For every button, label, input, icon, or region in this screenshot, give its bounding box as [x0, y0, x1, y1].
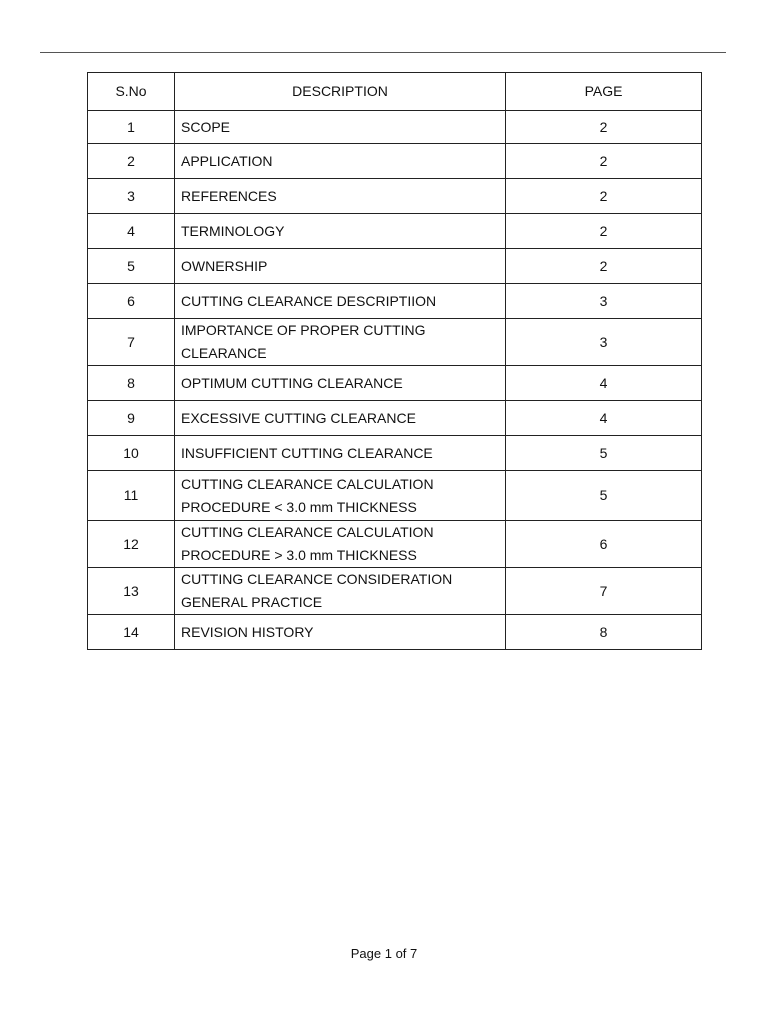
row-sno: 4 — [88, 214, 175, 249]
row-sno: 12 — [88, 521, 175, 568]
row-description: CUTTING CLEARANCE CONSIDERATION GENERAL PRACTICE — [175, 568, 506, 615]
row-page: 2 — [506, 111, 702, 144]
row-sno: 2 — [88, 144, 175, 179]
table-row — [88, 319, 702, 366]
header-page: PAGE — [506, 73, 702, 111]
table-body — [88, 111, 702, 650]
row-sno: 11 — [88, 471, 175, 521]
table-of-contents — [87, 72, 702, 650]
header-description: DESCRIPTION — [175, 73, 506, 111]
table-row — [88, 615, 702, 650]
row-description: INSUFFICIENT CUTTING CLEARANCE — [175, 436, 506, 471]
row-sno: 3 — [88, 179, 175, 214]
table-row — [88, 249, 702, 284]
row-page: 2 — [506, 214, 702, 249]
row-page: 2 — [506, 179, 702, 214]
table-header-row — [88, 73, 702, 111]
row-description: IMPORTANCE OF PROPER CUTTING CLEARANCE — [175, 319, 506, 366]
row-description: CUTTING CLEARANCE DESCRIPTIION — [175, 284, 506, 319]
table-row — [88, 144, 702, 179]
row-description: SCOPE — [175, 111, 506, 144]
row-sno: 7 — [88, 319, 175, 366]
row-description: EXCESSIVE CUTTING CLEARANCE — [175, 401, 506, 436]
table-row — [88, 284, 702, 319]
row-description: CUTTING CLEARANCE CALCULATION PROCEDURE < 3.0 mm THICKNESS — [175, 471, 506, 521]
row-page: 7 — [506, 568, 702, 615]
table-row — [88, 521, 702, 568]
row-page: 4 — [506, 401, 702, 436]
table-row — [88, 214, 702, 249]
header-rule — [40, 52, 726, 53]
row-description: REVISION HISTORY — [175, 615, 506, 650]
row-sno: 8 — [88, 366, 175, 401]
row-description: APPLICATION — [175, 144, 506, 179]
row-page: 6 — [506, 521, 702, 568]
row-sno: 14 — [88, 615, 175, 650]
row-page: 3 — [506, 284, 702, 319]
row-description: OWNERSHIP — [175, 249, 506, 284]
table-row — [88, 401, 702, 436]
row-sno: 10 — [88, 436, 175, 471]
row-description: CUTTING CLEARANCE CALCULATION PROCEDURE > 3.0 mm THICKNESS — [175, 521, 506, 568]
row-page: 2 — [506, 249, 702, 284]
table-row — [88, 471, 702, 521]
row-page: 2 — [506, 144, 702, 179]
row-page: 3 — [506, 319, 702, 366]
table-row — [88, 111, 702, 144]
row-sno: 9 — [88, 401, 175, 436]
row-sno: 13 — [88, 568, 175, 615]
row-page: 4 — [506, 366, 702, 401]
table-row — [88, 436, 702, 471]
table-row — [88, 568, 702, 615]
row-sno: 6 — [88, 284, 175, 319]
row-page: 5 — [506, 471, 702, 521]
row-sno: 1 — [88, 111, 175, 144]
row-sno: 5 — [88, 249, 175, 284]
row-description: OPTIMUM CUTTING CLEARANCE — [175, 366, 506, 401]
page-number: Page 1 of 7 — [350, 946, 418, 961]
row-page: 8 — [506, 615, 702, 650]
table-row — [88, 179, 702, 214]
header-sno: S.No — [88, 73, 175, 111]
row-description: TERMINOLOGY — [175, 214, 506, 249]
row-description: REFERENCES — [175, 179, 506, 214]
row-page: 5 — [506, 436, 702, 471]
table-row — [88, 366, 702, 401]
